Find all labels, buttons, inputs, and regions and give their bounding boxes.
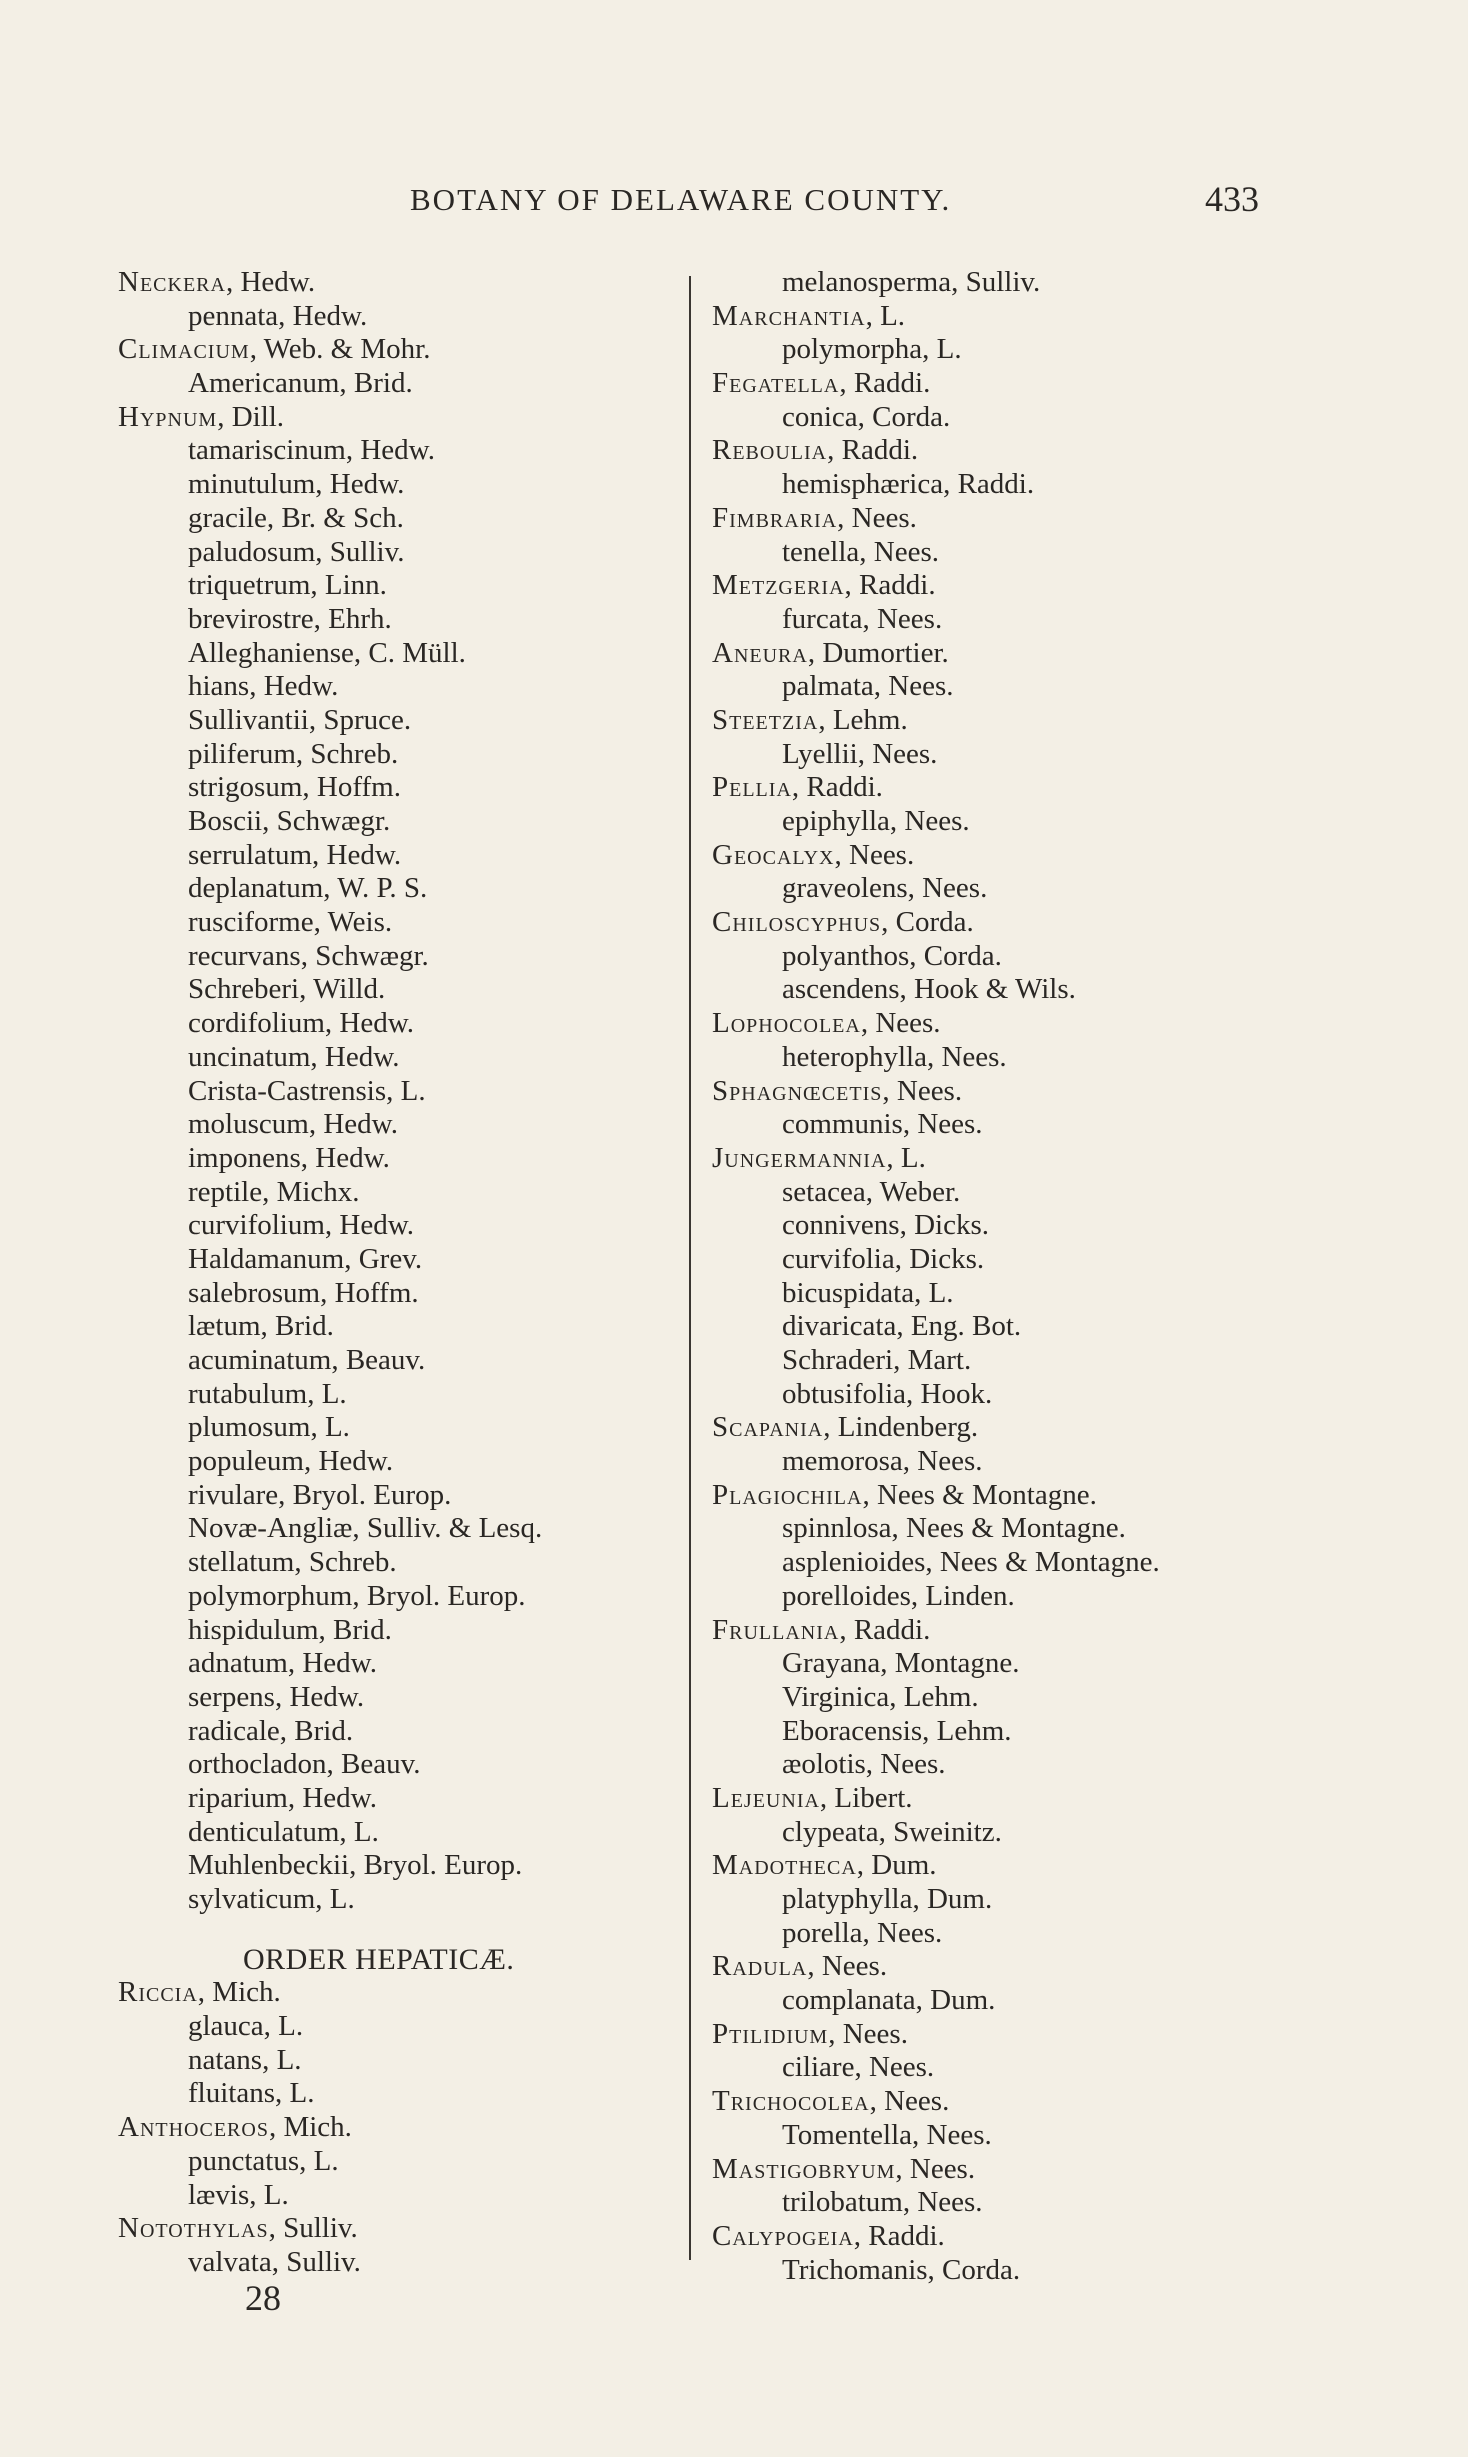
species-entry: gracile, Br. & Sch. — [188, 501, 404, 534]
species-entry: trilobatum, Nees. — [782, 2186, 983, 2219]
species-entry: Schraderi, Mart. — [782, 1344, 972, 1376]
species-entry: serrulatum, Hedw. — [188, 838, 402, 871]
species-entry: recurvans, Schwægr. — [188, 939, 429, 972]
genus-entry — [712, 771, 1412, 805]
species-entry: punctatus, L. — [188, 2144, 339, 2177]
signature-mark: 28 — [245, 2278, 281, 2318]
genus-author: , Raddi. — [791, 771, 883, 804]
species-entry: spinnlosa, Nees & Montagne. — [782, 1512, 1126, 1545]
genus-name: Trichocolea — [712, 2085, 870, 2118]
species-entry: porelloides, Linden. — [782, 1579, 1015, 1612]
species-entry: ciliare, Nees. — [782, 2051, 935, 2084]
genus-author: , Nees. — [869, 2085, 950, 2118]
genus-author: , Nees. — [882, 1074, 963, 1107]
species-entry: rivulare, Bryol. Europ. — [188, 1478, 452, 1511]
species-entry: heterophylla, Nees. — [782, 1040, 1007, 1073]
genus-author: , Dill. — [217, 400, 285, 433]
genus-name: Marchantia — [712, 299, 866, 332]
species-entry: hians, Hedw. — [188, 670, 339, 703]
genus-entry — [712, 637, 1412, 671]
column-divider — [689, 276, 691, 2260]
genus-author: , Lehm. — [818, 703, 908, 736]
genus-author: , Nees. — [860, 1007, 941, 1040]
species-entry: lævis, L. — [188, 2178, 289, 2211]
genus-entry — [712, 367, 1412, 401]
species-entry: ascendens, Hook & Wils. — [782, 973, 1076, 1006]
species-entry: acuminatum, Beauv. — [188, 1344, 426, 1376]
genus-entry — [118, 1976, 678, 2010]
genus-entry — [118, 401, 678, 435]
genus-name: Climacium — [118, 333, 250, 366]
species-entry: connivens, Dicks. — [782, 1209, 989, 1242]
genus-name: Aneura — [712, 636, 808, 669]
page-header — [0, 179, 1468, 226]
genus-author: , Nees & Montagne. — [862, 1478, 1097, 1511]
species-entry: Schreberi, Willd. — [188, 973, 386, 1006]
genus-name: Ptilidium — [712, 2017, 829, 2050]
genus-author: , Dum. — [856, 1849, 937, 1882]
genus-author: , Dumortier. — [807, 636, 949, 669]
genus-entry — [712, 2153, 1412, 2187]
species-entry: valvata, Sulliv. — [188, 2245, 361, 2278]
species-entry: minutulum, Hedw. — [188, 468, 405, 501]
species-entry: Haldamanum, Grev. — [188, 1242, 423, 1275]
species-entry: hemisphærica, Raddi. — [782, 468, 1035, 501]
genus-name: Sphagnœcetis — [712, 1074, 883, 1107]
species-entry: porella, Nees. — [782, 1916, 943, 1949]
species-entry: bicuspidata, L. — [782, 1276, 954, 1309]
species-entry: triquetrum, Linn. — [188, 569, 387, 602]
genus-name: Chiloscyphus — [712, 906, 882, 939]
species-entry: tenella, Nees. — [782, 535, 940, 568]
species-entry: sylvaticum, L. — [188, 1883, 355, 1915]
genus-name: Mastigobryum — [712, 2152, 896, 2185]
species-entry: curvifolium, Hedw. — [188, 1209, 415, 1242]
genus-author: , Hedw. — [225, 266, 316, 298]
genus-name: Scapania — [712, 1411, 824, 1444]
species-entry: adnatum, Hedw. — [188, 1647, 377, 1680]
genus-author: , L. — [865, 299, 906, 332]
species-entry: memorosa, Nees. — [782, 1445, 983, 1478]
species-entry: Virginica, Lehm. — [782, 1680, 979, 1713]
right-column — [712, 266, 1412, 2287]
species-entry: tamariscinum, Hedw. — [188, 434, 435, 467]
species-entry: hispidulum, Brid. — [188, 1613, 392, 1646]
species-entry: denticulatum, L. — [188, 1815, 379, 1848]
genus-author: , Nees. — [837, 501, 917, 534]
species-entry: Crista-Castrensis, L. — [188, 1074, 426, 1107]
species-entry: palmata, Nees. — [782, 670, 954, 703]
genus-entry — [118, 2212, 678, 2246]
genus-name: Madotheca — [712, 1849, 857, 1882]
species-entry: divaricata, Eng. Bot. — [782, 1310, 1022, 1343]
genus-entry — [712, 300, 1412, 334]
genus-name: Notothylas — [118, 2212, 269, 2245]
genus-entry — [712, 1782, 1412, 1816]
genus-author: , Sulliv. — [268, 2212, 358, 2245]
species-entry: Grayana, Montagne. — [782, 1647, 1020, 1680]
genus-entry — [118, 2111, 678, 2145]
genus-entry — [712, 1479, 1412, 1513]
species-entry: setacea, Weber. — [782, 1175, 961, 1208]
genus-entry — [712, 1075, 1412, 1109]
species-entry: æolotis, Nees. — [782, 1748, 946, 1781]
genus-entry — [712, 1007, 1412, 1041]
genus-entry — [712, 569, 1412, 603]
genus-name: Fimbraria — [712, 501, 838, 534]
genus-name: Lophocolea — [712, 1007, 861, 1040]
genus-author: , Raddi. — [853, 2219, 945, 2252]
genus-author: , Nees. — [807, 1950, 888, 1983]
genus-name: Riccia — [118, 1976, 198, 2009]
genus-entry — [118, 333, 678, 367]
species-entry: cordifolium, Hedw. — [188, 1007, 415, 1040]
genus-name: Anthoceros — [118, 2111, 269, 2144]
species-entry: Eboracensis, Lehm. — [782, 1714, 1012, 1747]
species-entry: Novæ-Angliæ, Sulliv. & Lesq. — [188, 1512, 543, 1545]
genus-entry — [712, 2220, 1412, 2254]
species-entry: Alleghaniense, C. Müll. — [188, 636, 466, 669]
species-entry: polymorphum, Bryol. Europ. — [188, 1579, 526, 1612]
species-entry: glauca, L. — [188, 2010, 304, 2043]
species-entry: serpens, Hedw. — [188, 1680, 365, 1713]
species-entry: orthocladon, Beauv. — [188, 1748, 421, 1781]
genus-entry — [712, 839, 1412, 873]
species-entry: platyphylla, Dum. — [782, 1883, 993, 1915]
species-entry: Sullivantii, Spruce. — [188, 703, 412, 736]
genus-name: Metzgeria — [712, 569, 845, 602]
species-entry: uncinatum, Hedw. — [188, 1040, 400, 1073]
genus-author: , Corda. — [881, 906, 974, 939]
order-heading: ORDER HEPATICÆ. — [243, 1942, 515, 1976]
species-entry: rutabulum, L. — [188, 1377, 347, 1410]
species-entry: furcata, Nees. — [782, 602, 943, 635]
species-entry: rusciforme, Weis. — [188, 906, 393, 939]
species-entry: Muhlenbeckii, Bryol. Europ. — [188, 1849, 523, 1882]
page-number: 433 — [1205, 179, 1259, 219]
species-entry: Americanum, Brid. — [188, 367, 413, 400]
species-entry: salebrosum, Hoffm. — [188, 1276, 419, 1309]
species-entry: complanata, Dum. — [782, 1984, 996, 2017]
species-entry: populeum, Hedw. — [188, 1445, 394, 1478]
genus-entry — [712, 704, 1412, 738]
genus-author: , Libert. — [819, 1781, 913, 1814]
species-entry: melanosperma, Sulliv. — [782, 266, 1041, 298]
genus-name: Frullania — [712, 1613, 840, 1646]
genus-name: Neckera — [118, 266, 226, 298]
genus-name: Radula — [712, 1950, 808, 1983]
species-entry: pennata, Hedw. — [188, 299, 368, 332]
spacer — [118, 1917, 678, 1943]
left-column — [118, 266, 678, 2280]
genus-name: Hypnum — [118, 400, 218, 433]
species-entry: imponens, Hedw. — [188, 1141, 390, 1174]
species-entry: curvifolia, Dicks. — [782, 1242, 985, 1275]
genus-entry — [712, 434, 1412, 468]
species-entry: communis, Nees. — [782, 1108, 983, 1141]
species-entry: piliferum, Schreb. — [188, 737, 399, 770]
genus-entry — [118, 266, 678, 300]
genus-author: , Mich. — [268, 2111, 352, 2144]
genus-entry — [712, 1950, 1412, 1984]
species-entry: radicale, Brid. — [188, 1714, 354, 1747]
species-entry: lætum, Brid. — [188, 1310, 334, 1343]
species-entry: Lyellii, Nees. — [782, 737, 938, 770]
species-entry: conica, Corda. — [782, 400, 951, 433]
species-entry: Boscii, Schwægr. — [188, 805, 391, 837]
species-entry: polyanthos, Corda. — [782, 939, 1002, 972]
genus-name: Plagiochila — [712, 1478, 863, 1511]
genus-entry — [712, 1411, 1412, 1445]
species-entry: strigosum, Hoffm. — [188, 771, 401, 804]
genus-name: Calypogeia — [712, 2219, 854, 2252]
genus-author: , L. — [886, 1141, 926, 1174]
species-entry: riparium, Hedw. — [188, 1781, 377, 1814]
species-entry: Trichomanis, Corda. — [782, 2253, 1021, 2286]
genus-name: Reboulia — [712, 434, 828, 467]
genus-author: , Nees. — [895, 2152, 976, 2185]
genus-entry — [712, 502, 1412, 536]
genus-author: , Raddi. — [839, 367, 931, 400]
genus-entry — [712, 1849, 1412, 1883]
species-entry: deplanatum, W. P. S. — [188, 872, 428, 905]
species-entry: paludosum, Sulliv. — [188, 535, 405, 568]
genus-name: Geocalyx — [712, 838, 835, 871]
genus-author: , Nees. — [834, 838, 915, 871]
species-entry: graveolens, Nees. — [782, 872, 988, 905]
genus-author: , Raddi. — [844, 569, 936, 602]
genus-name: Fegatella — [712, 367, 840, 400]
species-entry: stellatum, Schreb. — [188, 1546, 397, 1579]
running-title: BOTANY OF DELAWARE COUNTY. — [410, 182, 952, 217]
genus-entry — [712, 2085, 1412, 2119]
species-entry: moluscum, Hedw. — [188, 1108, 398, 1141]
species-entry: reptile, Michx. — [188, 1175, 360, 1208]
species-entry: obtusifolia, Hook. — [782, 1377, 993, 1410]
genus-name: Jungermannia — [712, 1141, 887, 1174]
genus-author: , Lindenberg. — [823, 1411, 979, 1444]
genus-author: , Nees. — [828, 2017, 908, 2050]
genus-author: , Mich. — [197, 1976, 281, 2009]
species-entry: natans, L. — [188, 2043, 302, 2076]
genus-author: , Raddi. — [839, 1613, 931, 1646]
genus-entry — [712, 906, 1412, 940]
species-entry: polymorpha, L. — [782, 333, 962, 366]
genus-entry — [712, 2018, 1412, 2052]
genus-author: , Web. & Mohr. — [249, 333, 431, 366]
genus-entry — [712, 1142, 1412, 1176]
genus-entry — [712, 1614, 1412, 1648]
genus-author: , Raddi. — [827, 434, 919, 467]
genus-name: Steetzia — [712, 703, 819, 736]
species-entry: Tomentella, Nees. — [782, 2118, 992, 2151]
species-entry: brevirostre, Ehrh. — [188, 602, 392, 635]
genus-name: Pellia — [712, 771, 792, 804]
species-entry: asplenioides, Nees & Montagne. — [782, 1546, 1160, 1579]
species-entry: plumosum, L. — [188, 1411, 350, 1444]
species-entry: clypeata, Sweinitz. — [782, 1815, 1002, 1848]
genus-name: Lejeunia — [712, 1781, 820, 1814]
species-entry: epiphylla, Nees. — [782, 805, 970, 837]
species-entry: fluitans, L. — [188, 2077, 315, 2110]
